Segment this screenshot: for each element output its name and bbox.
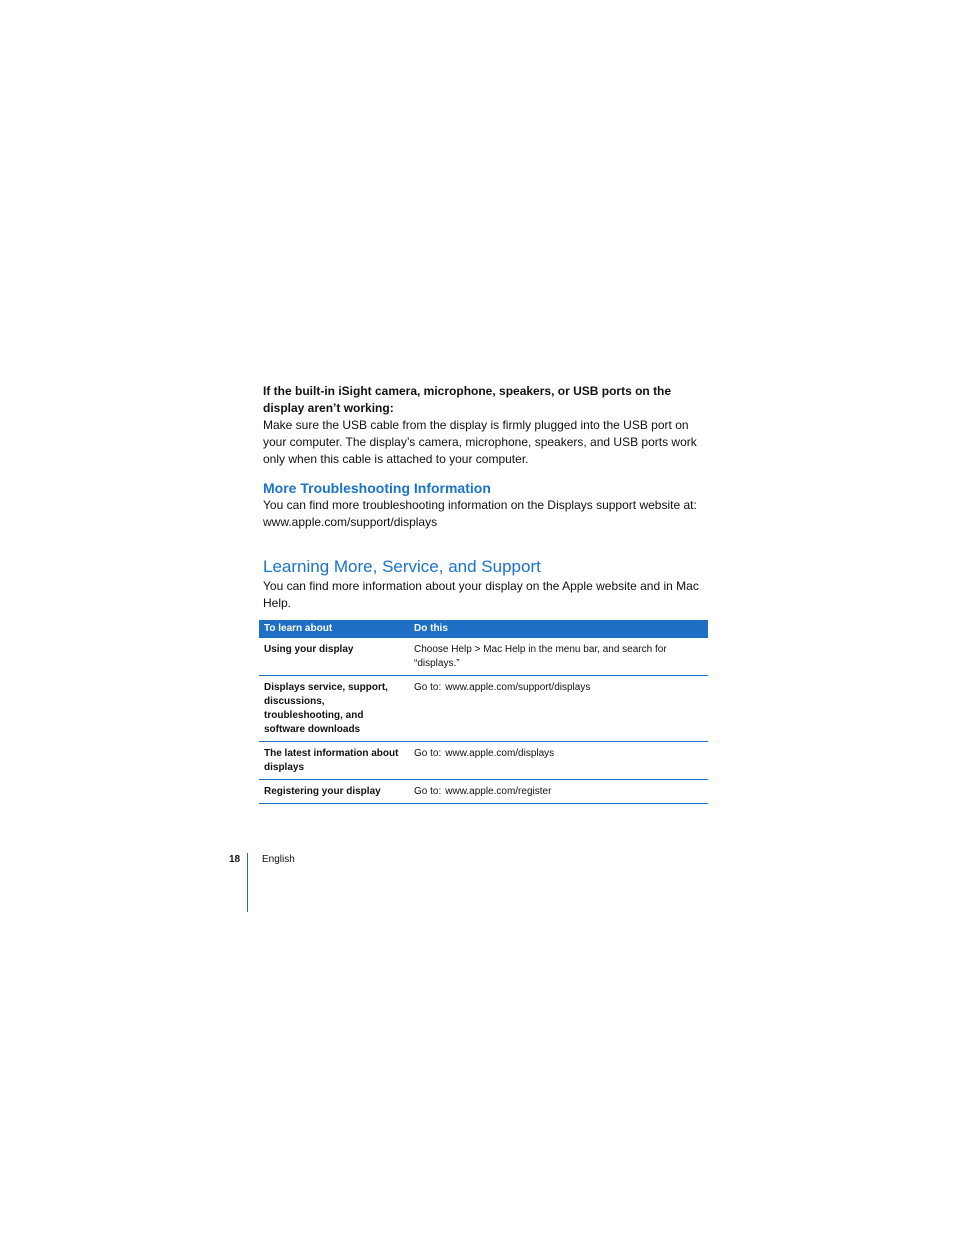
table-row: [259, 780, 708, 804]
goto-label: Go to:: [414, 748, 442, 759]
main-content: [263, 383, 708, 612]
row-topic: Registering your display: [259, 780, 409, 804]
table-row: [259, 638, 708, 676]
row-action: Choose Help > Mac Help in the menu bar, and search for “displays.”: [409, 638, 708, 676]
troubleshooting-heading: More Troubleshooting Information: [263, 480, 491, 496]
row-action-cell: [409, 742, 708, 780]
row-link[interactable]: www.apple.com/displays: [445, 748, 555, 759]
table-row: [259, 676, 708, 742]
header-topic: To learn about: [259, 620, 409, 638]
support-table: [259, 620, 708, 804]
table-row: [259, 742, 708, 780]
row-topic: Displays service, support, discussions, troubleshooting, and software downloads: [259, 676, 409, 742]
header-action: Do this: [409, 620, 708, 638]
row-topic: The latest information about displays: [259, 742, 409, 780]
troubleshooting-link[interactable]: www.apple.com/support/displays: [263, 515, 438, 529]
row-action-cell: [409, 780, 708, 804]
row-link[interactable]: www.apple.com/support/displays: [445, 682, 591, 693]
learning-heading: Learning More, Service, and Support: [263, 557, 541, 576]
row-action-cell: [409, 676, 708, 742]
isight-body: Make sure the USB cable from the display is firmly plugged into the USB port on your computer. The display’s camera, microphone, speakers, and USB ports work only when this cable is attached to your computer.: [263, 418, 697, 466]
table-header-row: [259, 620, 708, 638]
goto-label: Go to:: [414, 786, 442, 797]
troubleshooting-body: You can find more troubleshooting information on the Displays support website at:: [263, 498, 697, 512]
learning-body: You can find more information about your display on the Apple website and in Mac Help.: [263, 579, 699, 610]
row-link[interactable]: www.apple.com/register: [445, 786, 552, 797]
page-number: 18: [229, 854, 241, 865]
row-topic: Using your display: [259, 638, 409, 676]
goto-label: Go to:: [414, 682, 442, 693]
isight-heading: If the built-in iSight camera, microphone, speakers, or USB ports on the display aren’t working:: [263, 384, 672, 415]
footer-language: English: [262, 854, 295, 865]
footer-divider: [247, 853, 248, 912]
